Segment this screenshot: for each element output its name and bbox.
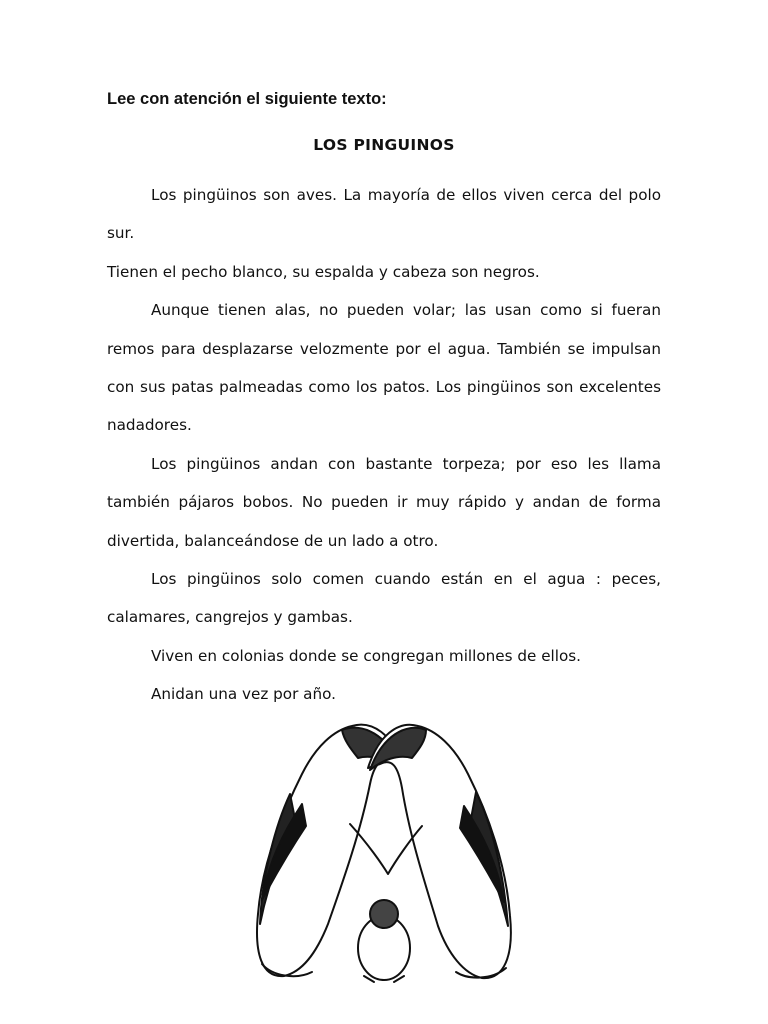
paragraph: Tienen el pecho blanco, su espalda y cabeza son negros. [107,262,540,281]
penguin-family-illustration [232,714,532,998]
instruction-text: Lee con atención el siguiente texto: [107,90,387,108]
paragraph: Anidan una vez por año. [151,685,336,704]
paragraph: Los pingüinos andan con bastante torpeza; por eso les llama también pájaros bobos. No pueden ir muy rápido y andan de forma divertida, balanceándose de un lado a otro. [107,454,661,550]
paragraph: Los pingüinos son aves. La mayoría de ellos viven cerca del polo sur. [107,186,661,243]
baby-penguin-head [370,900,398,928]
paragraph: Los pingüinos solo comen cuando están en el agua : peces, calamares, cangrejos y gambas. [107,570,661,627]
page-title: LOS PINGUINOS [313,136,455,154]
reading-text [107,176,661,714]
paragraph: Aunque tienen alas, no pueden volar; las usan como si fueran remos para desplazarse velozmente por el agua. También se impulsan con sus patas palmeadas como los patos. Los pingüinos son excelentes nadadores. [107,301,661,435]
paragraph: Viven en colonias donde se congregan millones de ellos. [151,646,582,665]
